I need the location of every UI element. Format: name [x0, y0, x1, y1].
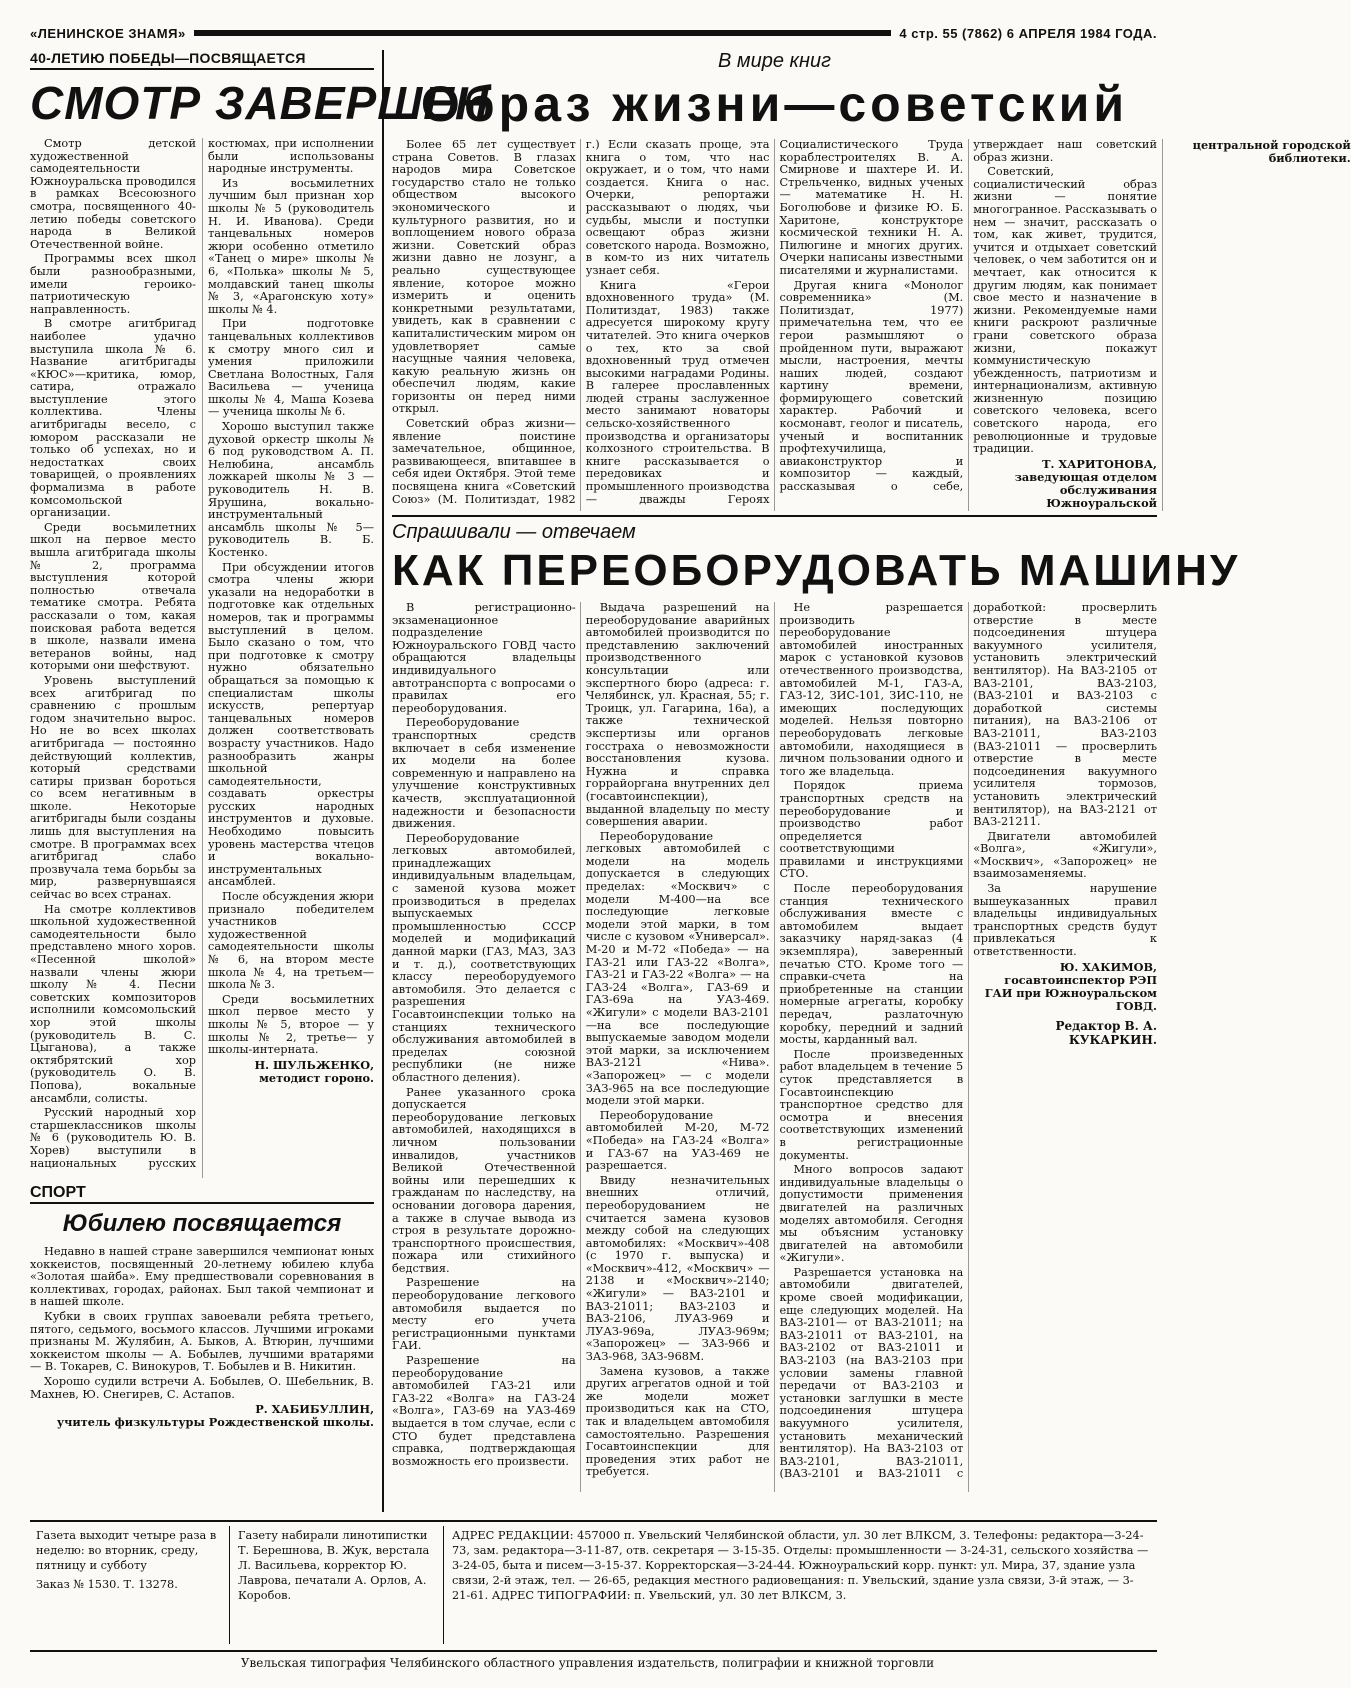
paragraph: При подготовке танцевальных коллективов к смотру много сил и умения приложили Светлана Волостных, Галя Васильева — ученица школы № 4, Маша Козева — ученица школы № 6. [208, 317, 374, 419]
paragraph: Русский народный хор старшеклассников школы № 6 (руководитель Ю. В. Хорев) выступили в национальных русских костюмах, при исполнении были использованы народные инструменты. [30, 137, 374, 1170]
order-number: Заказ № 1530. Т. 13278. [36, 1578, 178, 1591]
imprint-staff [232, 1526, 444, 1644]
paragraph: Хорошо судили встречи А. Бобылев, О. Шебельник, В. Махнев, Ю. Снегирев, С. Астапов. [30, 1374, 374, 1401]
paragraph: Советский образ жизни—явление поистине замечательное, общинное, развивающееся, впитавшее в себя идеи Октября. Этой теме посвящена книга «Советский Союз» (М. Политиздат, 1982 г.) Если сказать проще, эта книга о том, что нас окружает, и о том, что нами создается. Книга о нас. Очерки, репортажи рассказывают о людях, чьи судьбы, мысли и поступки освещают образ жизни советского народа. Возможно, в ком-то из них читатель узнает себя. [392, 138, 770, 506]
paragraph: Смотр детской художественной самодеятельности Южноуральска проводился в рамках Всесоюзного смотра, посвященного 40-летию победы советского народа в Великой Отечественной войне. [30, 137, 196, 251]
paragraph: Переоборудование легковых автомобилей с модели на модель допускается в следующих пределах: «Москвич» с модели М-400—на все последующие легковые модели этой марки, в том числе с кузовом «Универсал». М-20 и М-72 «Победа» — на ГАЗ-21 или ГАЗ-22 «Волга», ГАЗ-21 и ГАЗ-22 «Волга» — на ГАЗ-24 «Волга», ГАЗ-69 и ГАЗ-69а на УАЗ-469. «Жигули» с модели ВАЗ-2101—на все последующие выпускаемые заводом модели этой марки, за исключением ВАЗ-2121 «Нива». «Запорожец» — с модели ЗАЗ-965 на все последующие модели этой марки. [585, 829, 770, 1108]
paragraph: При обсуждении итогов смотра члены жюри указали на недоработки в подготовке как отдельных номеров, так и программы выступлений в целом. Было сказано о том, что при подготовке к смотру нужно обязательно обращаться за помощью к специалистам школы искусств, репертуар танцевальных номеров должен соответствовать возрасту участников. Надо разнообразить жанры школьной самодеятельности, создавать оркестры русских народных инструментов и духовые. Необходимо повысить уровень мастерства чтецов и вокально-инструментальных ансамблей. [208, 560, 374, 889]
sport-article-body [30, 1246, 374, 1429]
paragraph: После переоборудования станция технического обслуживания вместе с автомобилем выдает заказчику наряд-заказ (4 экземпляра), заверенный печатью СТО. Кроме того — справки-счета на приобретенные на станции номерные агрегаты, коробку передач, разлаточную коробку, передний и задний мосты, карданный вал. [779, 882, 964, 1047]
author-role: госавтоинспектор РЭП ГАИ при Южноуральском ГОВД. [984, 972, 1157, 1013]
paragraph: Уровень выступлений всех агитбригад по сравнению с прошлым годом значительно вырос. Но не во всех школах агитбригада — постоянно действующий коллектив, который средствами сатиры призван бороться со всем негативным в школе. Некоторые агитбригады были созданы лишь для выступления на смотре. В программах всех агитбригад слабо прозвучала тема борьбы за мир, развернувшаяся сейчас во всех странах. [30, 673, 196, 902]
author-name: Ю. ХАКИМОВ, [1059, 959, 1157, 974]
address-text: АДРЕС РЕДАКЦИИ: 457000 п. Увельский Челябинской области, ул. 30 лет ВЛКСМ, 3. Телефоны: редактора—3-24-73, зам. редактора—3-11-87, отв. секретаря — 3-15-35. Отделы: промышленности — 3-24-31, сельского хозяйства — 3-24-05, быта и писем—3-15-37. Корректорская—3-24-44. Южноуральский корр. пункт: ул. Мира, 37, здание узла связи, 2-й этаж, тел. — 26-65, редакция местного радиовещания: п. Увельский, здание узла связи, 3-й этаж, — 3-21-61. АДРЕС ТИПОГРАФИИ: п. Увельский, ул. 30 лет ВЛКСМ, 3. [452, 1529, 1149, 1602]
paragraph: В смотре агитбригад наиболее удачно выступила школа № 6. Название агитбригады «КЮС»—критика, юмор, сатира, отражало выступление этого коллектива. Члены агитбригады весело, с юмором рассказали не только об успехах, но и недостатках своих товарищей, о проявлениях формализма в работе комсомольской организации. [30, 317, 196, 520]
sport-signature [30, 1403, 374, 1429]
paragraph: Советский, социалистический образ жизни — понятие многогранное. Рассказывать о нем — значит, рассказать о том, как живет, трудится, учится и отдыхает советский человек, о чем заботится он и мечтает, как относится к другим людям, как понимает свое место и назначение в жизни. Рекомендуемые нами книги раскроют различные грани советского образа жизни, покажут коммунистическую убежденность, патриотизм и интернационализм, активную жизненную позицию советского человека, всего советского народа, его революционные и трудовые традиции. [973, 165, 1157, 456]
paragraph: За нарушение вышеуказанных правил владельцы индивидуальных транспортных средств будут привлекаться к ответственности. [973, 882, 1157, 959]
car-headline: КАК ПЕРЕОБОРУДОВАТЬ МАШИНУ [392, 546, 1241, 595]
paper-name: «ЛЕНИНСКОЕ ЗНАМЯ» [30, 25, 186, 41]
author-name: Н. ШУЛЬЖЕНКО, [254, 1057, 374, 1072]
car-section-title: Спрашивали — отвечаем [392, 521, 636, 543]
sport-headline: Юбилею посвящается [62, 1210, 342, 1237]
author-name: Р. ХАБИБУЛЛИН, [255, 1402, 374, 1417]
imprint-schedule [30, 1526, 230, 1644]
paragraph: Из восьмилетних лучшим был признан хор школы № 5 (руководитель Н. И. Иванова). Среди танцевальных номеров жюри особенно отметило «Танец о мире» школы № 6, «Полька» школы № 5, молдавский танец школы № 3, «Арагонскую хоту» школы № 4. [208, 176, 374, 316]
paragraph: Среди восьмилетних школ первое место у школы № 5, второе — у школы № 2, третье— у школы-интерната. [208, 992, 374, 1057]
books-article-body [392, 138, 1351, 511]
issue-info: 4 стр. 55 (7862) 6 АПРЕЛЯ 1984 ГОДА. [899, 25, 1157, 41]
author-role: заведующая отделом обслуживания Южноуральской центральной городской библиотеки. [1014, 138, 1351, 510]
paragraph: Переоборудование легковых автомобилей, принадлежащих индивидуальным владельцам, с заменой кузова может производиться в пределах выпускаемых промышленностью СССР моделей и модификаций данной марки (ГАЗ, МАЗ, ЗАЗ и т. д.), соответствующих классу переоборудуемого автомобиля. Это делается с разрешения Госавтоинспекции только на станциях технического обслуживания автомобилей в пределах союзной республики (не ниже областного деления). [392, 831, 576, 1084]
author-role: методист гороно. [259, 1070, 374, 1085]
books-headline: Образ жизни—советский [420, 76, 1129, 132]
page-body [30, 50, 1351, 1512]
paragraph: Хорошо выступил также духовой оркестр школы № 6 под руководством А. П. Нелюбина, ансамбль ложкарей школы № 3 —руководитель Н. В. Ярушина, вокально-инструментальный ансамбль школы № 5— руководитель В. Б. Костенко. [208, 420, 374, 559]
paragraph: Порядок приема транспортных средств на переоборудование и производство работ определяется соответствующими правилами и инструкциями СТО. [779, 779, 964, 881]
paragraph: Книга «Герои вдохновенного труда» (М. Политиздат, 1983) также адресуется широкому кругу читателей. Это книга очерков о тех, кто за свой вдохновенный труд отмечен высокими наградами Родины. В галерее прославленных людей страны заслуженное место занимают новаторы сельско-хозяйственного производства и организаторы колхозного строительства. В книге рассказывается о передовиках и промышленного производства — дважды Героях Социалистического Труда кораблестроителях В. А. Смирнове и шахтере И. И. Стрельченко, видных ученых — математике Н. Н. Боголюбове и физике Ю. Б. Харитоне, конструкторе космической техники Н. А. Пилюгине и многих других. Очерки написаны известными писателями и журналистами. [585, 138, 964, 506]
paragraph: Разрешение на переоборудование автомобилей ГАЗ-21 или ГАЗ-22 «Волга» на ГАЗ-24 «Волга», ГАЗ-69 на УАЗ-469 выдается в том случае, если с СТО будет представлена справка, подтверждающая возможность его произвести. [392, 1354, 576, 1468]
paragraph: Разрешается установка на автомобили двигателей, кроме своей модификации, еще следующих моделей. На ВАЗ-2101— от ВАЗ-21011; на ВАЗ-21011 от ВАЗ-2101, на ВАЗ-2102 от ВАЗ-21011 и ВАЗ-2103 (на ВАЗ-2103 при условии замены главной передачи от ВАЗ-2103 и установки заглушки в месте подсоединения штуцера вакуумного усилителя, установить механический вентилятор). На ВАЗ-2103 от ВАЗ-2101, ВАЗ-21011, (ВАЗ-2101 и ВАЗ-21011 с доработкой: просверлить отверстие в месте подсоединения штуцера вакуумного усилителя, установить электрический вентилятор). На ВАЗ-2105 от ВАЗ-2101, ВАЗ-2103, (ВАЗ-2101 и ВАЗ-2103 с доработкой системы питания), на ВАЗ-2106 от ВАЗ-21011, ВАЗ-2103 (ВАЗ-21011 — просверлить отверстие в месте подсоединения вакуумного усилителя тормозов, установить электрический вентилятор), на ВАЗ-2121 от ВАЗ-21211. [779, 601, 1157, 1481]
left-headline: СМОТР ЗАВЕРШЕН [30, 77, 490, 129]
books-section-title: В мире книг [718, 50, 831, 72]
imprint-footer [30, 1520, 1157, 1652]
schedule-text: Газета выходит четыре раза в неделю: во вторник, среду, пятницу и субботу [36, 1529, 217, 1572]
car-signature [973, 961, 1157, 1013]
right-column [392, 50, 1351, 1512]
left-article-body [30, 138, 374, 1178]
paragraph: Переоборудование автомобилей М-20, М-72 «Победа» на ГАЗ-24 «Волга» и ГАЗ-67 на УАЗ-469 не разрешается. [585, 1108, 770, 1173]
paragraph: Замена кузовов, а также других агрегатов одной и той же модели может производиться как на СТО, так и владельцем автомобиля самостоятельно. Разрешения Госавтоинспекции для проведения этих работ не требуется. [585, 1364, 770, 1479]
paragraph: Более 65 лет существует страна Советов. В глазах народов мира Советское государство стало не только обществом высокого экономического и культурного развития, но и воплощением нового образа жизни. Советский образ жизни давно не лозунг, а реально существующее явление, которое можно измерить и оценить конкретными результатами, увидеть, как в сравнении с капиталистическим миром он удовлетворяет самые насущные чаяния человека, какую реальную жизнь он обеспечил людям, какие горизонты он перед ними открыл. [392, 138, 576, 416]
paragraph: Другая книга «Монолог современника» (М. Политиздат, 1977) примечательна тем, что ее герои размышляют о пройденном пути, выражают мысли, настроения, мечты наших людей, создают картину времени, формирующего советский характер. Рабочий и космонавт, геолог и писатель, ученый и воспитанник профтехучилища, авиаконструктор и композитор — каждый, рассказывая о себе, утверждает наш советский образ жизни. [779, 138, 1157, 494]
paragraph: После произведенных работ владельцем в течение 5 суток представляется в Госавтоинспекцию транспортное средство для осмотра и внесения соответствующих изменений в регистрационные документы. [779, 1047, 964, 1162]
paragraph: Переоборудование транспортных средств включает в себя изменение их модели на более современную и направлено на улучшение конструктивных качеств, эксплуатационной надежности и безопасности движения. [392, 716, 576, 831]
staff-text: Газету набирали линотипистки Т. Берешнова, В. Жук, верстала Л. Васильева, корректор Ю. Лаврова, печатали А. Орлов, А. Коробов. [238, 1529, 430, 1602]
paragraph: После обсуждения жюри признало победителем участников художественной самодеятельности школы № 6, на втором месте школа № 4, на третьем—школа № 3. [208, 890, 374, 992]
left-signature [208, 1059, 374, 1085]
paragraph: Не разрешается производить переоборудование автомобилей иностранных марок с установкой кузовов отечественного производства, автомобилей М-1, ГАЗ-А, ГАЗ-12, ЗИС-101, ЗИС-110, не имеющих последующих моделей. Нельзя повторно переоборудовать легковые автомобили, находящиеся в личном пользовании одного и того же владельца. [779, 601, 964, 778]
paragraph: Недавно в нашей стране завершился чемпионат юных хоккеистов, посвященный 20-летнему юбилею клуба «Золотая шайба». Ему предшествовали соревнования в коллективах, городах, районах. Был такой чемпионат и в нашей школе. [30, 1245, 374, 1309]
paragraph: В регистрационно-экзаменационное подразделение Южноуральского ГОВД часто обращаются владельцы индивидуального автотранспорта с вопросами о правилах его переоборудования. [392, 601, 576, 715]
paragraph: Ввиду незначительных внешних отличий, переоборудованием не считается замена кузовов между собой на следующих автомобилях: «Москвич»-408 (с 1970 г. выпуска) и «Москвич»-412, «Москвич» — 2138 и «Москвич»-2140; «Жигули» — ВАЗ-2101 и ВАЗ-21011; ВАЗ-2103 и ВАЗ-2106, ЛУАЗ-969 и ЛУАЗ-969а, ЛУАЗ-969м; «Запорожец» — ЗАЗ-966 и ЗАЗ-968, ЗАЗ-968М. [585, 1173, 770, 1364]
paragraph: Среди восьмилетних школ на первое место вышла агитбригада школы № 2, программа выступления которой полностью отвечала тематике смотра. Ребята рассказали о том, какая поисковая работа ведется в школе, назвали имена ветеранов войны, над которыми они шефствуют. [30, 520, 196, 673]
paragraph: Много вопросов задают индивидуальные владельцы о допустимости применения двигателей на различных моделях автомобиля. Сегодня мы объясним установку двигателей на автомобили «Жигули». [779, 1163, 964, 1265]
editor-credit: Редактор В. А. КУКАРКИН. [1055, 1018, 1157, 1047]
paragraph: Кубки в своих группах завоевали ребята третьего, пятого, седьмого, восьмого классов. Лучшими игроками признаны М. Жулябин, А. Быков, А. Втюрин, лучшими хоккеистом школы — А. Бобылев, лучшими вратарями — В. Токарев, С. Винокуров, Т. Бобылев и В. Никитин. [30, 1309, 374, 1374]
car-article-body [392, 602, 1157, 1492]
paragraph: Ранее указанного срока допускается переоборудование легковых автомобилей, находящихся в личном пользовании инвалидов, участников Великой Отечественной войны или перешедших к гражданам по наследству, на основании договора дарения, а также в случае вывода из строя в результате дорожно-транспортного происшествия, пожара или стихийного бедствия. [392, 1085, 576, 1275]
paragraph: Выдача разрешений на переоборудование аварийных автомобилей производится по представлению заключений производственного консультации или экспертного бюро (адреса: г. Челябинск, ул. Красная, 55; г. Троицк, ул. Гагарина, 16а), а также технической экспертизы или органов госстраха о невозможности восстановления кузова. Нужна и справка горрайоргана внутренних дел (госавтоинспекции), выданной владельцу по месту совершения аварии. [585, 601, 770, 829]
left-kicker: 40-ЛЕТИЮ ПОБЕДЫ—ПОСВЯЩАЕТСЯ [30, 50, 374, 70]
paragraph: На смотре коллективов школьной художественной самодеятельности было представлено много хоров. «Песенной школой» назвали члены жюри школу № 4. Песни советских композиторов исполнили комсомольский хор этой школы (руководитель В. С. Цыганова), а также октябрятский хор (руководитель О. В. Попова), вокальные ансамбли, солисты. [30, 902, 196, 1105]
author-name: Т. ХАРИТОНОВА, [1042, 456, 1157, 471]
masthead [30, 22, 1157, 44]
printer-line: Увельская типография Челябинского областного управления издательств, полиграфии и книжной торговли [240, 1656, 935, 1670]
paragraph: Двигатели автомобилей «Волга», «Жигули», «Москвич», «Запорожец» не взаимозаменяемы. [973, 829, 1157, 881]
masthead-rule [194, 30, 892, 36]
paragraph: Программы всех школ были разнообразными, имели героико-патриотическую направленность. [30, 252, 196, 316]
sport-kicker: СПОРТ [30, 1184, 374, 1204]
paragraph: Разрешение на переоборудование легкового автомобиля выдается по месту его учета регистрационными пунктами ГАИ. [392, 1276, 576, 1353]
section-divider [392, 515, 1157, 517]
author-role: учитель физкультуры Рождественской школы. [56, 1415, 374, 1430]
imprint-address [446, 1526, 1157, 1644]
